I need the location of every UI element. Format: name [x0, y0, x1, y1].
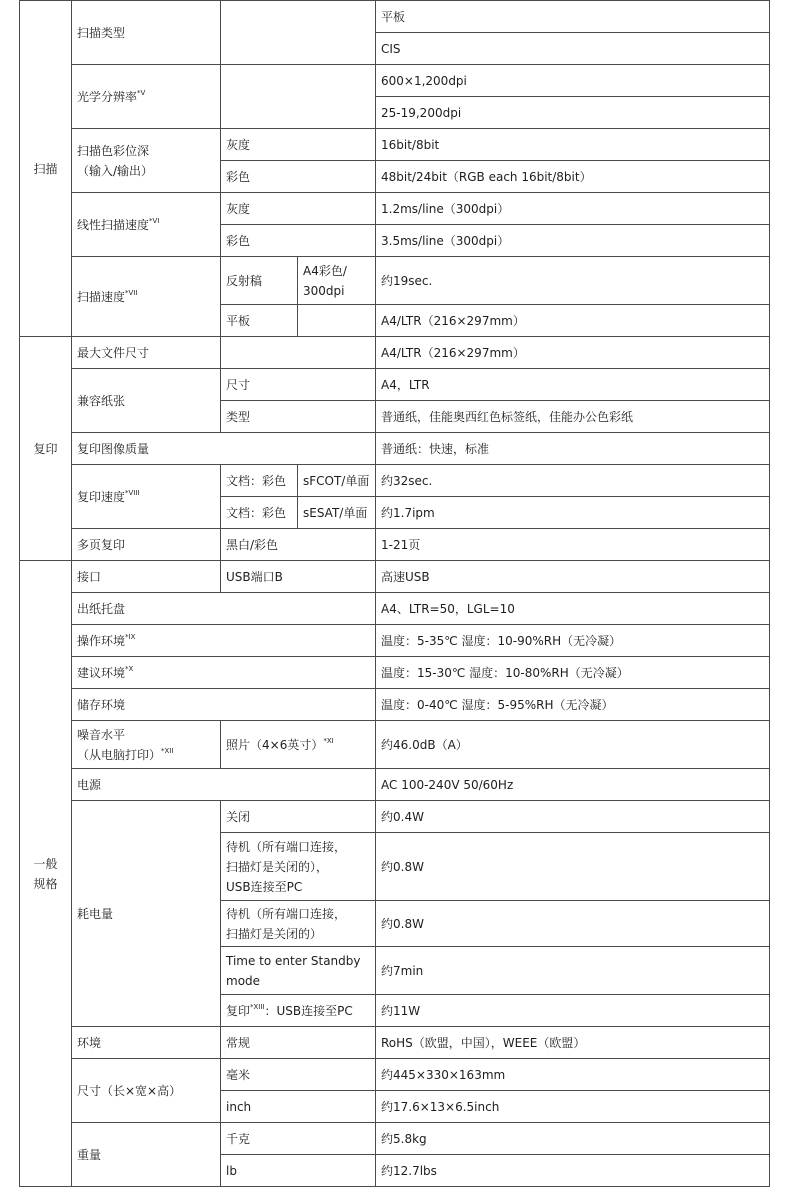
row-label-scan-speed: 扫描速度$^{*VII}$ — [72, 257, 221, 337]
value-cell: 600×1,200dpi — [376, 65, 770, 97]
value-cell: 普通纸：快速，标准 — [376, 433, 770, 465]
value-cell: CIS — [376, 33, 770, 65]
footnote-mark: *V — [137, 88, 146, 97]
value-cell: 温度：5-35℃ 湿度：10-90%RH（无冷凝） — [376, 625, 770, 657]
sub-label-cell: 尺寸 — [221, 369, 376, 401]
value-cell: 约0.8W — [376, 833, 770, 901]
row-label-storage-env: 储存环境 — [72, 689, 376, 721]
sub-label-cell: 待机（所有端口连接， 扫描灯是关闭的）， USB连接至PC — [221, 833, 376, 901]
table-row — [20, 1059, 770, 1091]
value-cell: AC 100-240V 50/60Hz — [376, 769, 770, 801]
table-row — [20, 193, 770, 225]
table-row — [20, 1123, 770, 1155]
table-row — [20, 529, 770, 561]
sub-label-cell: 平板 — [221, 305, 298, 337]
row-label-copy-quality: 复印图像质量 — [72, 433, 376, 465]
condition-cell: sFCOT/单面 — [298, 465, 376, 497]
table-row — [20, 1027, 770, 1059]
sub-label-cell: 关闭 — [221, 801, 376, 833]
footnote-mark: *IX — [125, 632, 136, 641]
value-cell: A4，LTR — [376, 369, 770, 401]
sub-label-cell: 反射稿 — [221, 257, 298, 305]
value-cell: A4/LTR（216×297mm） — [376, 337, 770, 369]
row-label-output-tray: 出纸托盘 — [72, 593, 376, 625]
value-cell: 温度：15-30℃ 湿度：10-80%RH（无冷凝） — [376, 657, 770, 689]
sub-label-cell: 彩色 — [221, 161, 376, 193]
empty-cell — [221, 337, 376, 369]
value-cell: 约5.8kg — [376, 1123, 770, 1155]
table-row — [20, 769, 770, 801]
condition-cell: sESAT/单面 — [298, 497, 376, 529]
row-label-power-consumption: 耗电量 — [72, 801, 221, 1027]
sub-label-cell: 待机（所有端口连接， 扫描灯是关闭的） — [221, 901, 376, 947]
table-row — [20, 129, 770, 161]
sub-label-cell: 毫米 — [221, 1059, 376, 1091]
value-cell: 约19sec. — [376, 257, 770, 305]
table-row — [20, 1, 770, 33]
value-cell: 约46.0dB（A） — [376, 721, 770, 769]
footnote-mark: *VII — [125, 288, 138, 297]
sub-label-cell: Time to enter Standby mode — [221, 947, 376, 995]
sub-label-cell: 灰度 — [221, 193, 376, 225]
sub-label-cell: 类型 — [221, 401, 376, 433]
value-cell: 1.2ms/line（300dpi） — [376, 193, 770, 225]
value-cell: 约1.7ipm — [376, 497, 770, 529]
row-label-recommended-env: 建议环境$^{*X}$ — [72, 657, 376, 689]
row-label-operating-env: 操作环境$^{*IX}$ — [72, 625, 376, 657]
row-label-bit-depth: 扫描色彩位深 （输入/输出） — [72, 129, 221, 193]
row-label-power-supply: 电源 — [72, 769, 376, 801]
row-label-optical-resolution: 光学分辨率$^{*V}$ — [72, 65, 221, 129]
table-row — [20, 433, 770, 465]
table-row — [20, 657, 770, 689]
row-label-multi-page-copy: 多页复印 — [72, 529, 221, 561]
row-label-max-doc-size: 最大文件尺寸 — [72, 337, 221, 369]
group-label-general: 一般 规格 — [20, 561, 72, 1187]
footnote-mark: *XII — [161, 746, 174, 755]
sub-label-cell: inch — [221, 1091, 376, 1123]
table-row — [20, 593, 770, 625]
table-row — [20, 257, 770, 305]
value-cell: 温度：0-40℃ 湿度：5-95%RH（无冷凝） — [376, 689, 770, 721]
table-row — [20, 561, 770, 593]
value-cell: 25-19,200dpi — [376, 97, 770, 129]
sub-label-cell: 灰度 — [221, 129, 376, 161]
table-row — [20, 625, 770, 657]
value-cell: 普通纸，佳能奥西红色标签纸，佳能办公色彩纸 — [376, 401, 770, 433]
empty-cell — [221, 65, 376, 129]
sub-label-cell: 文档：彩色 — [221, 465, 298, 497]
value-cell: 约0.8W — [376, 901, 770, 947]
sub-label-cell: 常规 — [221, 1027, 376, 1059]
table-row — [20, 721, 770, 769]
value-cell: 高速USB — [376, 561, 770, 593]
footnote-mark: *XIII — [250, 1002, 265, 1011]
table-row — [20, 801, 770, 833]
footnote-mark: *VIII — [125, 488, 140, 497]
row-label-weight: 重量 — [72, 1123, 221, 1187]
footnote-mark: *X — [125, 664, 134, 673]
value-cell: 1-21页 — [376, 529, 770, 561]
table-row — [20, 465, 770, 497]
sub-label-cell: 千克 — [221, 1123, 376, 1155]
empty-cell — [298, 305, 376, 337]
sub-label-cell: 黑白/彩色 — [221, 529, 376, 561]
sub-label-cell: 文档：彩色 — [221, 497, 298, 529]
row-label-line-speed: 线性扫描速度$^{*VI}$ — [72, 193, 221, 257]
row-label-noise-level: 噪音水平 （从电脑打印）$^{*XII}$ — [72, 721, 221, 769]
empty-cell — [221, 1, 376, 65]
row-label-copy-speed: 复印速度$^{*VIII}$ — [72, 465, 221, 529]
group-label-copy: 复印 — [20, 337, 72, 561]
row-label-interface: 接口 — [72, 561, 221, 593]
value-cell: 约12.7lbs — [376, 1155, 770, 1187]
sub-label-cell: 复印$^{*XIII}$：USB连接至PC — [221, 995, 376, 1027]
row-label-dimensions: 尺寸（长×宽×高） — [72, 1059, 221, 1123]
value-cell: 约445×330×163mm — [376, 1059, 770, 1091]
value-cell: RoHS（欧盟，中国），WEEE（欧盟） — [376, 1027, 770, 1059]
sub-label-cell: lb — [221, 1155, 376, 1187]
sub-label-cell: 彩色 — [221, 225, 376, 257]
footnote-mark: *VI — [149, 216, 160, 225]
value-cell: A4、LTR=50，LGL=10 — [376, 593, 770, 625]
value-cell: 约17.6×13×6.5inch — [376, 1091, 770, 1123]
row-label-environment: 环境 — [72, 1027, 221, 1059]
value-cell: A4/LTR（216×297mm） — [376, 305, 770, 337]
group-label-scan: 扫描 — [20, 1, 72, 337]
table-row — [20, 65, 770, 97]
table-row — [20, 369, 770, 401]
sub-label-cell: USB端口B — [221, 561, 376, 593]
row-label-compatible-paper: 兼容纸张 — [72, 369, 221, 433]
table-row — [20, 337, 770, 369]
value-cell: 平板 — [376, 1, 770, 33]
spec-table — [19, 0, 770, 1187]
row-label-scan-type: 扫描类型 — [72, 1, 221, 65]
table-row — [20, 689, 770, 721]
condition-cell: A4彩色/ 300dpi — [298, 257, 376, 305]
sub-label-cell: 照片（4×6英寸）$^{*XI}$ — [221, 721, 376, 769]
value-cell: 16bit/8bit — [376, 129, 770, 161]
value-cell: 约11W — [376, 995, 770, 1027]
footnote-mark: *XI — [323, 736, 334, 745]
value-cell: 3.5ms/line（300dpi） — [376, 225, 770, 257]
value-cell: 48bit/24bit（RGB each 16bit/8bit） — [376, 161, 770, 193]
value-cell: 约32sec. — [376, 465, 770, 497]
value-cell: 约7min — [376, 947, 770, 995]
value-cell: 约0.4W — [376, 801, 770, 833]
